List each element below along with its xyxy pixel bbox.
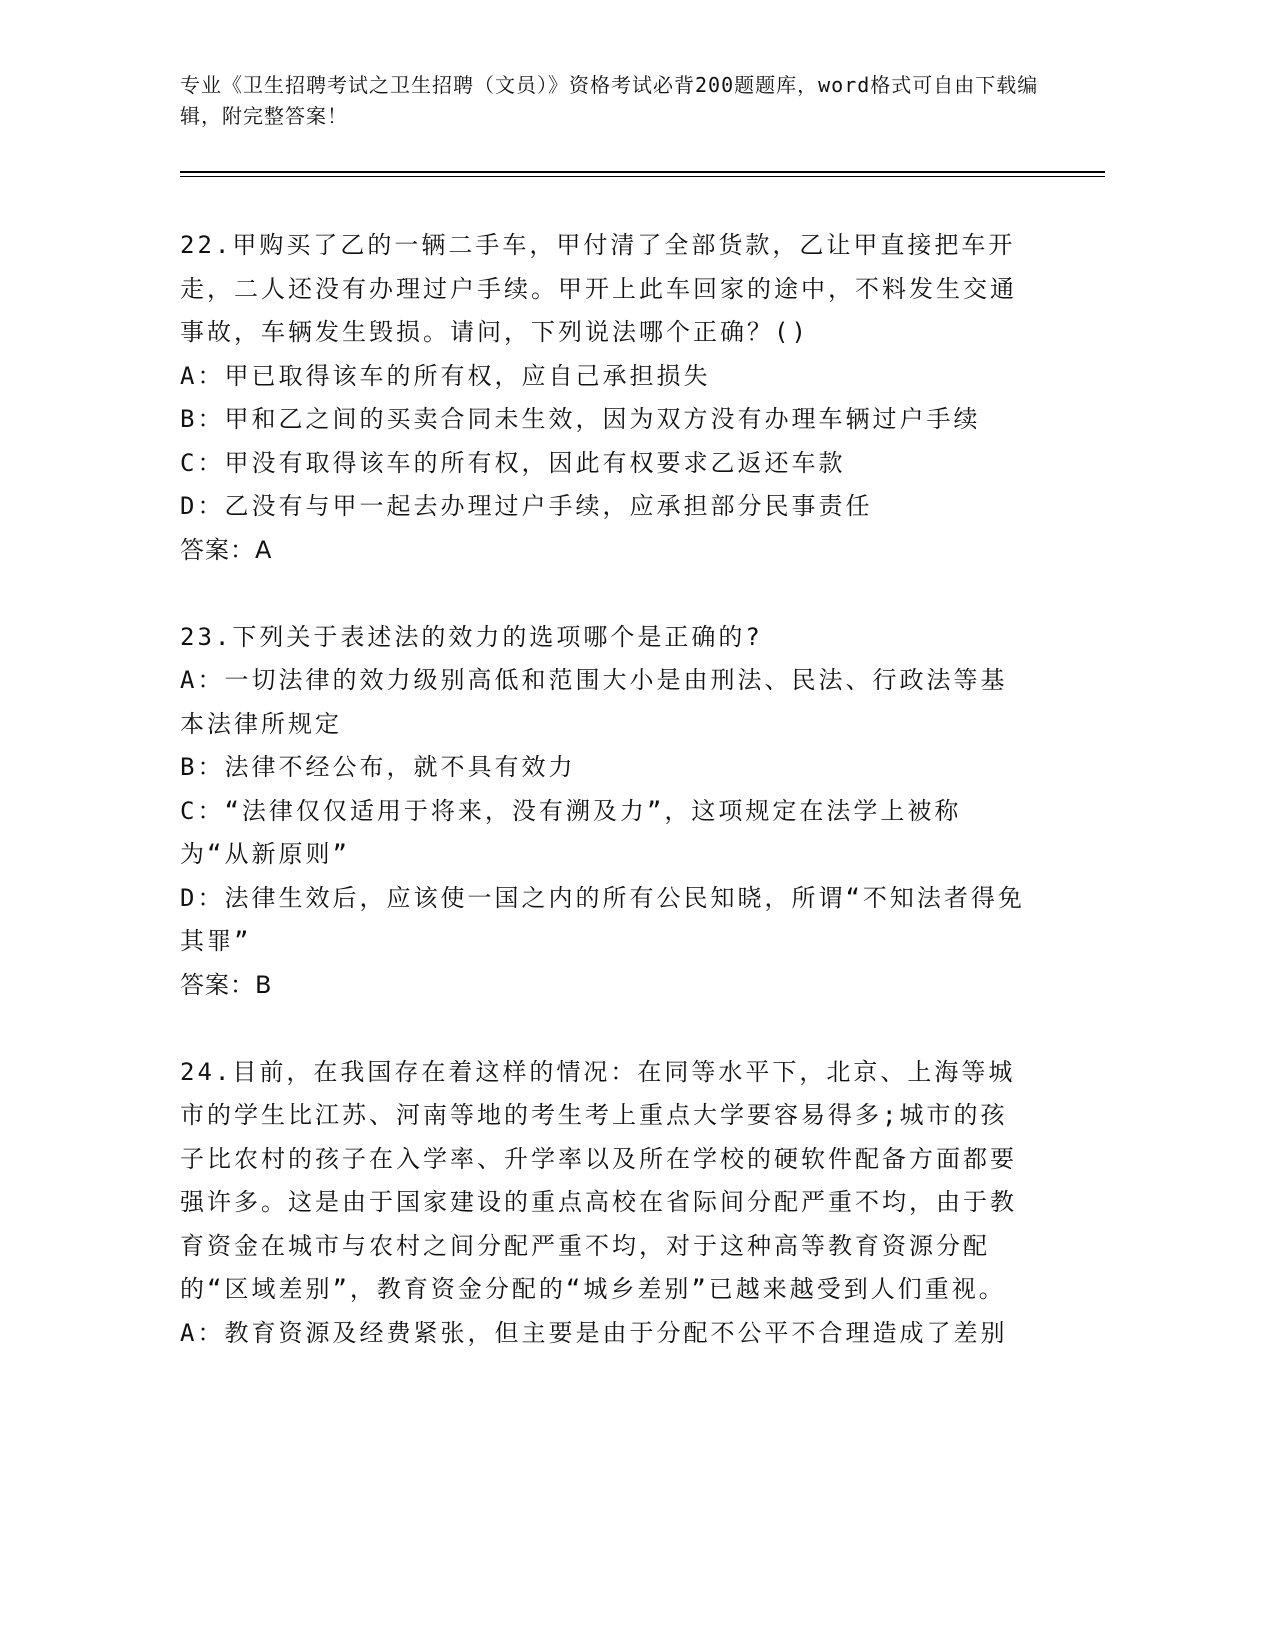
- question-stem: 24.目前，在我国存在着这样的情况：在同等水平下，北京、上海等城市的学生比江苏、河南等地的考生考上重点大学要容易得多;城市的孩子比农村的孩子在入学率、升学率以及所在学校的硬软件配备方面都要强许多。这是由于国家建设的重点高校在省际间分配严重不均，由于教育资金在城市与农村之间分配严重不均，对于这种高等教育资源分配的“区域差别”，教育资金分配的“城乡差别”已越来越受到人们重视。: [180, 1057, 1017, 1303]
- option-a: A：一切法律的效力级别高低和范围大小是由刑法、民法、行政法等基本法律所规定: [180, 666, 1008, 738]
- question-stem: 22.甲购买了乙的一辆二手车，甲付清了全部货款，乙让甲直接把车开走，二人还没有办理过户手续。甲开上此车回家的途中，不料发生交通事故，车辆发生毁损。请问，下列说法哪个正确？(): [180, 231, 1017, 346]
- option-d: D：乙没有与甲一起去办理过户手续，应承担部分民事责任: [180, 492, 873, 520]
- option-b: B：法律不经公布，就不具有效力: [180, 753, 576, 781]
- question-24: [180, 1051, 1030, 1356]
- answer: 答案：B: [180, 970, 273, 999]
- question-stem: 23.下列关于表述法的效力的选项哪个是正确的?: [180, 622, 763, 651]
- option-b: B：甲和乙之间的买卖合同未生效，因为双方没有办理车辆过户手续: [180, 405, 981, 433]
- document-header: [180, 70, 1040, 132]
- option-c: C：“法律仅仅适用于将来，没有溯及力”，这项规定在法学上被称为“从新原则”: [180, 796, 962, 868]
- option-a: A：甲已取得该车的所有权，应自己承担损失: [180, 361, 711, 390]
- question-23: [180, 616, 1030, 1008]
- header-divider-thick: [180, 171, 1105, 173]
- document-title: 专业《卫生招聘考试之卫生招聘（文员）》资格考试必背200题题库，word格式可自由下载编辑，附完整答案！: [180, 73, 1039, 128]
- option-c: C：甲没有取得该车的所有权，因此有权要求乙返还车款: [180, 448, 846, 477]
- option-d: D：法律生效后，应该使一国之内的所有公民知晓，所谓“不知法者得免其罪”: [180, 883, 1025, 955]
- option-a: A：教育资源及经费紧张，但主要是由于分配不公平不合理造成了差别: [180, 1318, 1008, 1347]
- answer: 答案：A: [180, 535, 273, 564]
- question-22: [180, 224, 1030, 572]
- header-divider-thin: [180, 176, 1105, 177]
- question-list: [180, 224, 1030, 1399]
